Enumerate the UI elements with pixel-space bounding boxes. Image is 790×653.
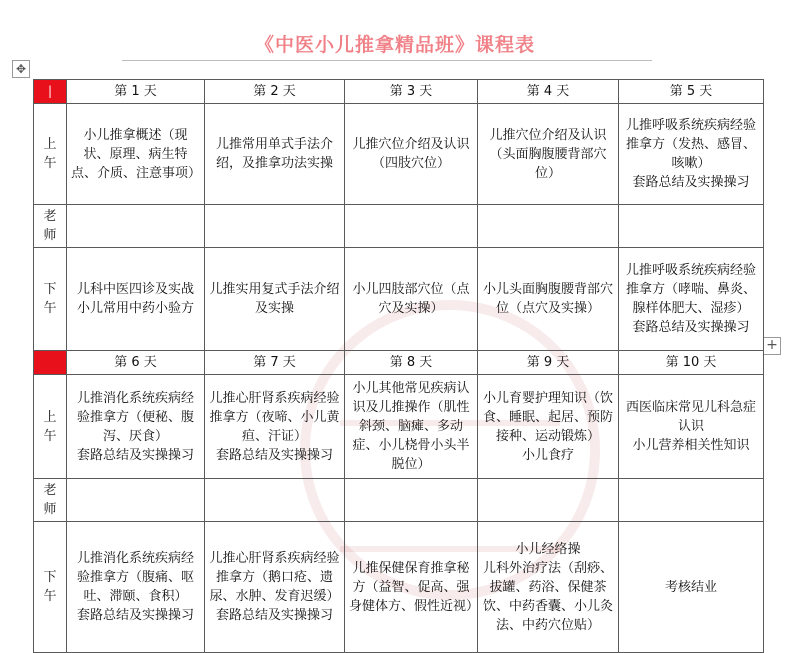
day-header: 第 6 天	[67, 351, 205, 375]
header-divider	[122, 60, 652, 61]
document-title: 《中医小儿推拿精品班》课程表	[254, 34, 535, 56]
teacher-cell	[205, 205, 345, 248]
teacher-cell	[67, 205, 205, 248]
morning-label: 上 午	[34, 104, 67, 205]
schedule-cell: 儿推保健保育推拿秘方（益智、促高、强身健体方、假性近视）	[345, 522, 478, 653]
schedule-cell: 小儿推拿概述（现状、原理、病生特点、介质、注意事项）	[67, 104, 205, 205]
schedule-cell: 儿推消化系统疾病经验推拿方（便秘、腹泻、厌食） 套路总结及实操操习	[67, 375, 205, 479]
week2-teacher-row	[34, 479, 764, 522]
day-header: 第 10 天	[619, 351, 764, 375]
schedule-cell: 儿推心肝肾系疾病经验推拿方（夜啼、小儿黄疸、汗证） 套路总结及实操操习	[205, 375, 345, 479]
day-header: 第 1 天	[67, 80, 205, 104]
schedule-cell: 儿推心肝肾系疾病经验推拿方（鹅口疮、遗尿、水肿、发育迟缓） 套路总结及实操操习	[205, 522, 345, 653]
day-header: 第 5 天	[619, 80, 764, 104]
day-header: 第 8 天	[345, 351, 478, 375]
schedule-cell: 小儿头面胸腹腰背部穴位（点穴及实操）	[478, 248, 619, 351]
schedule-cell: 儿推呼吸系统疾病经验推拿方（发热、感冒、咳嗽） 套路总结及实操操习	[619, 104, 764, 205]
teacher-label: 老师	[34, 205, 67, 248]
schedule-cell: 西医临床常见儿科急症认识 小儿营养相关性知识	[619, 375, 764, 479]
schedule-cell: 小儿经络操 儿科外治疗法（刮痧、拔罐、药浴、保健茶饮、中药香囊、小儿灸法、中药穴位贴）	[478, 522, 619, 653]
day-header: 第 3 天	[345, 80, 478, 104]
week2-header-row	[34, 351, 764, 375]
table-move-handle-icon[interactable]: ✥	[12, 60, 30, 78]
teacher-cell	[478, 205, 619, 248]
add-column-icon[interactable]: +	[763, 337, 781, 355]
teacher-cell	[619, 479, 764, 522]
schedule-cell: 儿推消化系统疾病经验推拿方（腹痛、呕吐、滞颐、食积） 套路总结及实操操习	[67, 522, 205, 653]
week1-afternoon-row	[34, 248, 764, 351]
day-header: 第 9 天	[478, 351, 619, 375]
afternoon-label: 下 午	[34, 522, 67, 653]
schedule-cell: 小儿育婴护理知识（饮食、睡眠、起居、预防接种、运动锻炼） 小儿食疗	[478, 375, 619, 479]
week2-corner-marker	[34, 351, 67, 375]
schedule-cell: 儿推常用单式手法介绍，及推拿功法实操	[205, 104, 345, 205]
teacher-label: 老师	[34, 479, 67, 522]
morning-label: 上 午	[34, 375, 67, 479]
schedule-cell: 儿推呼吸系统疾病经验推拿方（哮喘、鼻炎、腺样体肥大、湿疹） 套路总结及实操操习	[619, 248, 764, 351]
schedule-cell: 小儿其他常见疾病认识及儿推操作（肌性斜颈、脑瘫、多动症、小儿桡骨小头半脱位）	[345, 375, 478, 479]
teacher-cell	[205, 479, 345, 522]
teacher-cell	[345, 479, 478, 522]
week1-header-row	[34, 80, 764, 104]
day-header: 第 4 天	[478, 80, 619, 104]
week1-corner-marker: |	[34, 80, 67, 104]
week1-teacher-row	[34, 205, 764, 248]
course-schedule-table	[33, 79, 764, 653]
teacher-cell	[478, 479, 619, 522]
schedule-cell: 小儿四肢部穴位（点穴及实操）	[345, 248, 478, 351]
week2-morning-row	[34, 375, 764, 479]
day-header: 第 7 天	[205, 351, 345, 375]
week1-morning-row	[34, 104, 764, 205]
teacher-cell	[67, 479, 205, 522]
teacher-cell	[345, 205, 478, 248]
day-header: 第 2 天	[205, 80, 345, 104]
week2-afternoon-row	[34, 522, 764, 653]
schedule-cell: 考核结业	[619, 522, 764, 653]
schedule-cell: 儿科中医四诊及实战 小儿常用中药小验方	[67, 248, 205, 351]
schedule-cell: 儿推实用复式手法介绍及实操	[205, 248, 345, 351]
schedule-cell: 儿推穴位介绍及认识（头面胸腹腰背部穴位）	[478, 104, 619, 205]
schedule-cell: 儿推穴位介绍及认识（四肢穴位）	[345, 104, 478, 205]
afternoon-label: 下 午	[34, 248, 67, 351]
teacher-cell	[619, 205, 764, 248]
